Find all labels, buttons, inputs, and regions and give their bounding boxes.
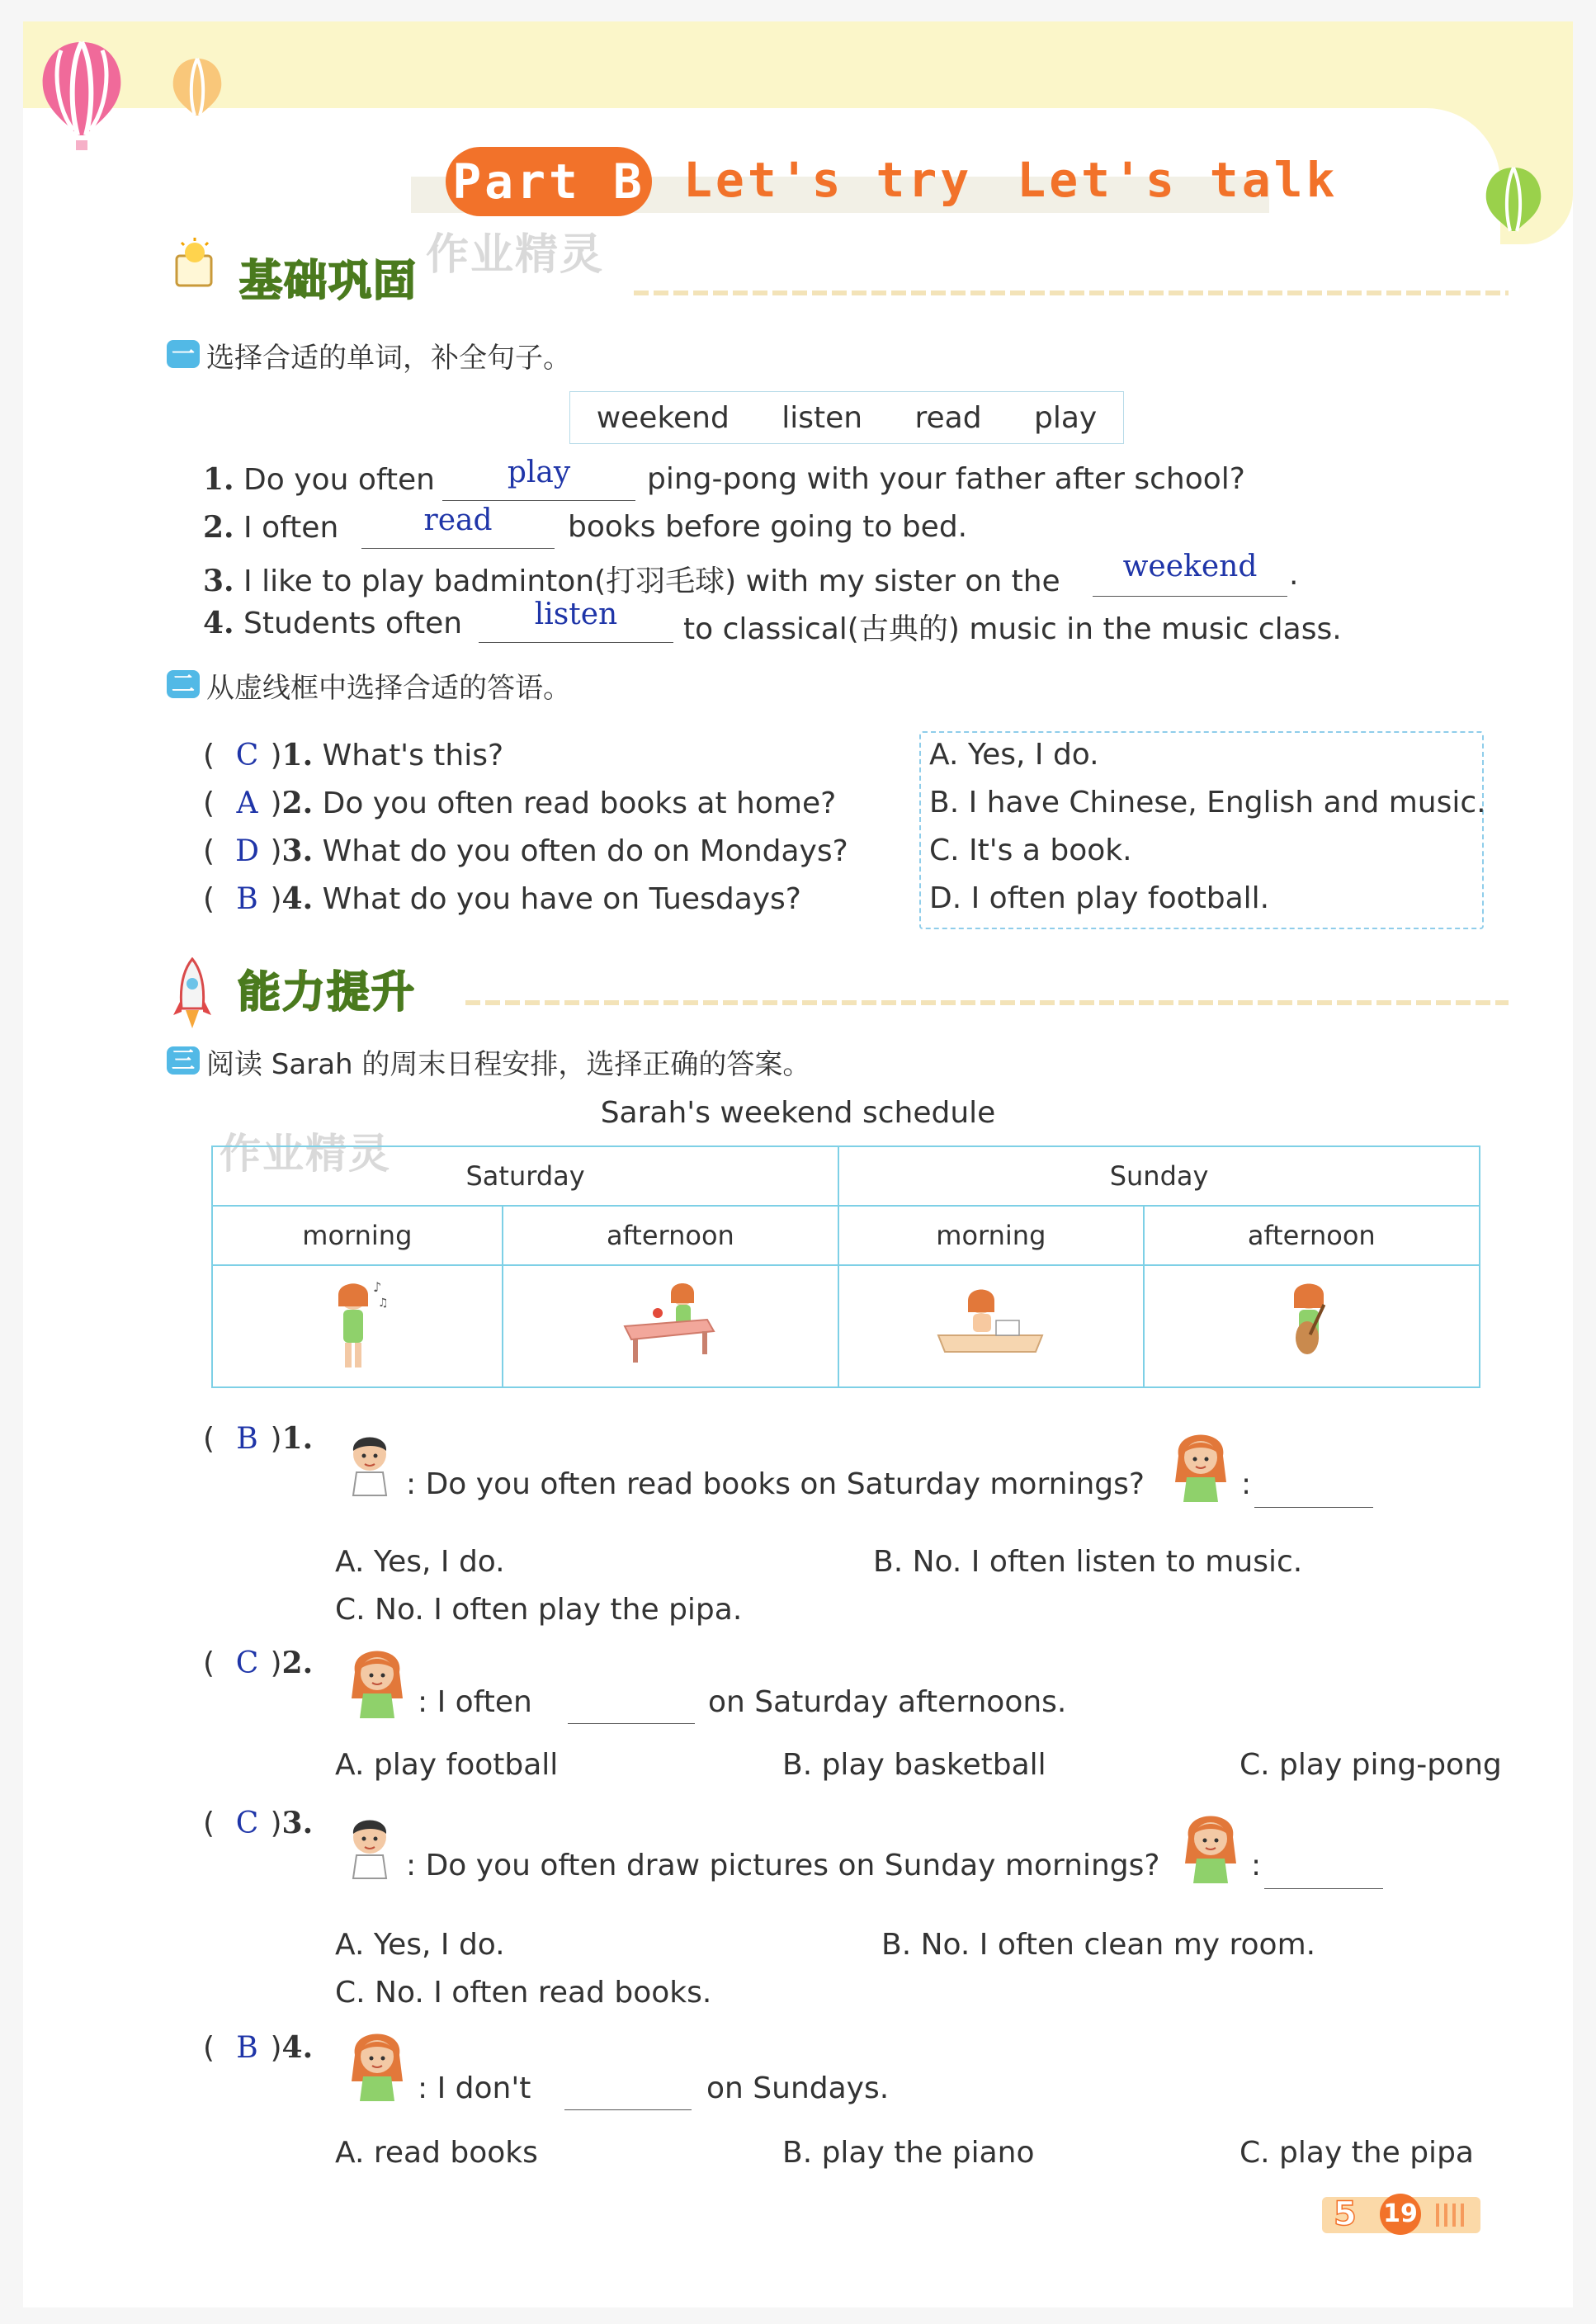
ex3-answer: C bbox=[235, 1646, 259, 1680]
ex3-q4-post: on Sundays. bbox=[706, 2071, 890, 2105]
item-number: 4. bbox=[203, 606, 234, 640]
item-number: 3. bbox=[281, 1806, 314, 1840]
ex3-answer: B bbox=[236, 1422, 258, 1456]
ex3-q3-option-b: B. No. I often clean my room. bbox=[881, 1928, 1316, 1962]
handwritten-answer: weekend bbox=[1122, 550, 1258, 583]
ex1-item-2 bbox=[203, 510, 338, 545]
watermark: 作业精灵 bbox=[426, 230, 605, 280]
schedule-title: Sarah's weekend schedule bbox=[600, 1096, 996, 1130]
period-header: afternoon bbox=[1144, 1206, 1480, 1265]
ex3-q1-text: : Do you often read books on Saturday mornings? bbox=[406, 1467, 1145, 1501]
item-number: 1. bbox=[281, 1421, 314, 1456]
lesson-title bbox=[683, 152, 1382, 208]
answer-blank[interactable] bbox=[1093, 596, 1287, 597]
schedule-cell-listen-music bbox=[212, 1265, 503, 1387]
ex3-q1-option-a: A. Yes, I do. bbox=[335, 1545, 505, 1579]
ex2-question-4: ( B )4. What do you have on Tuesdays? bbox=[203, 881, 801, 916]
exercise-2-badge: 二 bbox=[167, 670, 200, 698]
lightbulb-book-icon bbox=[170, 238, 220, 292]
small-balloon-icon bbox=[168, 54, 226, 129]
item-number: 4. bbox=[281, 2030, 314, 2065]
watermark: 作业精灵 bbox=[220, 1130, 391, 1178]
period-header: morning bbox=[838, 1206, 1143, 1265]
svg-text:♪: ♪ bbox=[372, 1279, 382, 1295]
item-number: 2. bbox=[281, 1646, 314, 1680]
ex2-question-1: ( C )1. What's this? bbox=[203, 738, 504, 772]
word-bank-item: weekend bbox=[596, 400, 730, 435]
answer-blank[interactable] bbox=[361, 548, 555, 549]
answer-blank[interactable] bbox=[1264, 1888, 1383, 1889]
lesson-try: Let's try bbox=[683, 152, 973, 208]
answer-blank[interactable] bbox=[479, 642, 673, 643]
question-text: Do you often read books at home? bbox=[322, 786, 837, 820]
schedule-cell-ping-pong bbox=[503, 1265, 838, 1387]
handwritten-answer: play bbox=[507, 456, 571, 489]
option-d: D. I often play football. bbox=[929, 881, 1270, 915]
ex1-item-4 bbox=[203, 606, 462, 640]
item-number: 3. bbox=[281, 834, 314, 868]
ex3-q4-pre: : I don't bbox=[418, 2071, 531, 2105]
girl-listening-music-illustration bbox=[320, 1273, 394, 1372]
ex3-q1-paren: ( B )1. bbox=[203, 1421, 314, 1456]
schedule-cell-play-pipa bbox=[1144, 1265, 1480, 1387]
girl-playing-pipa-illustration bbox=[1274, 1273, 1348, 1372]
item-number: 2. bbox=[281, 786, 314, 820]
sarah-avatar-icon bbox=[1164, 1423, 1238, 1505]
sarah-avatar-icon bbox=[1173, 1804, 1248, 1887]
day-header: Sunday bbox=[838, 1146, 1480, 1206]
ex3-q3-text: : Do you often draw pictures on Sunday mornings? bbox=[406, 1849, 1160, 1882]
period-header: afternoon bbox=[503, 1206, 838, 1265]
ex1-item-1 bbox=[203, 462, 435, 497]
handwritten-answer: read bbox=[423, 503, 493, 537]
day-header: Saturday bbox=[212, 1146, 838, 1206]
word-bank bbox=[569, 391, 1124, 444]
item-post: ping-pong with your father after school? bbox=[647, 462, 1245, 496]
lesson-talk: Let's talk bbox=[1017, 152, 1339, 208]
ex3-q4-paren: ( B )4. bbox=[203, 2030, 314, 2065]
ex3-q4-option-a: A. read books bbox=[335, 2136, 538, 2170]
ex3-q1-option-b: B. No. I often listen to music. bbox=[873, 1545, 1303, 1579]
boy-avatar-icon bbox=[337, 1809, 403, 1883]
handwritten-answer: listen bbox=[534, 598, 618, 631]
ex3-q2-post: on Saturday afternoons. bbox=[708, 1685, 1067, 1719]
item-pre: Do you often bbox=[243, 463, 435, 497]
ex3-q4-option-b: B. play the piano bbox=[782, 2136, 1035, 2170]
unit-label: 5 bbox=[1334, 2195, 1357, 2233]
answer-blank[interactable] bbox=[1254, 1507, 1373, 1508]
hot-air-balloon-icon bbox=[36, 38, 127, 162]
girl-ping-pong-illustration bbox=[616, 1273, 724, 1372]
exercise-1-badge: 一 bbox=[167, 340, 200, 368]
word-bank-item: play bbox=[1034, 400, 1098, 435]
ex3-q3-reply: : bbox=[1251, 1849, 1262, 1882]
item-post: . bbox=[1289, 558, 1299, 592]
ex3-q2-paren: ( C )2. bbox=[203, 1646, 314, 1680]
ex3-q4-option-c: C. play the pipa bbox=[1239, 2136, 1474, 2170]
section-basic-divider bbox=[634, 290, 1509, 295]
sarah-avatar-icon bbox=[340, 2022, 414, 2104]
green-balloon-icon bbox=[1480, 163, 1546, 246]
girl-reading-illustration bbox=[933, 1278, 1049, 1368]
exercise-3-instruction: 阅读 Sarah 的周末日程安排，选择正确的答案。 bbox=[206, 1048, 811, 1081]
section-advanced-title: 能力提升 bbox=[238, 968, 417, 1018]
option-a: A. Yes, I do. bbox=[929, 738, 1099, 772]
svg-text:♫: ♫ bbox=[377, 1297, 389, 1310]
ex3-q3-option-a: A. Yes, I do. bbox=[335, 1928, 505, 1962]
answer-blank[interactable] bbox=[442, 500, 635, 501]
part-label: Part B bbox=[446, 147, 652, 216]
item-number: 1. bbox=[203, 462, 234, 497]
ex2-answer: B bbox=[236, 882, 258, 916]
word-bank-item: read bbox=[914, 400, 982, 435]
answer-blank[interactable] bbox=[564, 2109, 692, 2110]
ex3-q2-option-c: C. play ping-pong bbox=[1239, 1748, 1502, 1782]
weekend-schedule-table bbox=[211, 1145, 1480, 1388]
item-post: to classical(古典的) music in the music class. bbox=[683, 612, 1342, 646]
item-number: 1. bbox=[281, 738, 314, 772]
rocket-icon bbox=[172, 957, 213, 1032]
ex3-q2-pre: : I often bbox=[418, 1685, 532, 1719]
ex3-q1-option-c: C. No. I often play the pipa. bbox=[335, 1593, 743, 1627]
ex2-answer: C bbox=[235, 739, 259, 772]
exercise-3-badge: 三 bbox=[167, 1046, 200, 1075]
boy-avatar-icon bbox=[337, 1426, 403, 1500]
sarah-avatar-icon bbox=[340, 1639, 414, 1722]
question-text: What's this? bbox=[322, 739, 504, 772]
ex3-q2-option-a: A. play football bbox=[335, 1748, 559, 1782]
item-number: 4. bbox=[281, 881, 314, 916]
ex1-item-3 bbox=[203, 558, 1060, 600]
item-pre: I like to play badminton(打羽毛球) with my sister on the bbox=[243, 564, 1060, 598]
option-b: B. I have Chinese, English and music. bbox=[929, 786, 1486, 820]
question-text: What do you often do on Mondays? bbox=[322, 834, 848, 868]
schedule-cell-read-books bbox=[838, 1265, 1143, 1387]
ex3-q2-option-b: B. play basketball bbox=[782, 1748, 1046, 1782]
item-pre: I often bbox=[243, 511, 339, 545]
section-basic-title: 基础巩固 bbox=[239, 257, 418, 306]
item-post: books before going to bed. bbox=[568, 510, 968, 544]
ex2-question-3: ( D )3. What do you often do on Mondays? bbox=[203, 834, 848, 868]
ex2-answer: A bbox=[236, 786, 258, 820]
ex3-answer: C bbox=[235, 1807, 259, 1840]
page-number: 19 bbox=[1380, 2194, 1421, 2235]
period-header: morning bbox=[212, 1206, 503, 1265]
word-bank-item: listen bbox=[781, 400, 863, 435]
item-number: 3. bbox=[203, 564, 234, 598]
exercise-1-instruction: 选择合适的单词，补全句子。 bbox=[206, 342, 571, 375]
ex3-q3-option-c: C. No. I often read books. bbox=[335, 1976, 712, 2010]
question-text: What do you have on Tuesdays? bbox=[322, 882, 801, 916]
item-pre: Students often bbox=[243, 607, 463, 640]
ex2-answer: D bbox=[235, 834, 259, 868]
answer-blank[interactable] bbox=[568, 1723, 695, 1724]
section-advanced-divider bbox=[465, 1000, 1509, 1005]
option-c: C. It's a book. bbox=[929, 834, 1132, 867]
ex2-question-2: ( A )2. Do you often read books at home? bbox=[203, 786, 837, 820]
exercise-2-instruction: 从虚线框中选择合适的答语。 bbox=[206, 672, 571, 705]
ex3-q1-reply: : bbox=[1241, 1467, 1252, 1501]
ex3-answer: B bbox=[236, 2031, 258, 2065]
workbook-page bbox=[23, 21, 1573, 2307]
grid-decoration-icon bbox=[1436, 2204, 1469, 2227]
ex3-q3-paren: ( C )3. bbox=[203, 1806, 314, 1840]
item-number: 2. bbox=[203, 510, 234, 545]
